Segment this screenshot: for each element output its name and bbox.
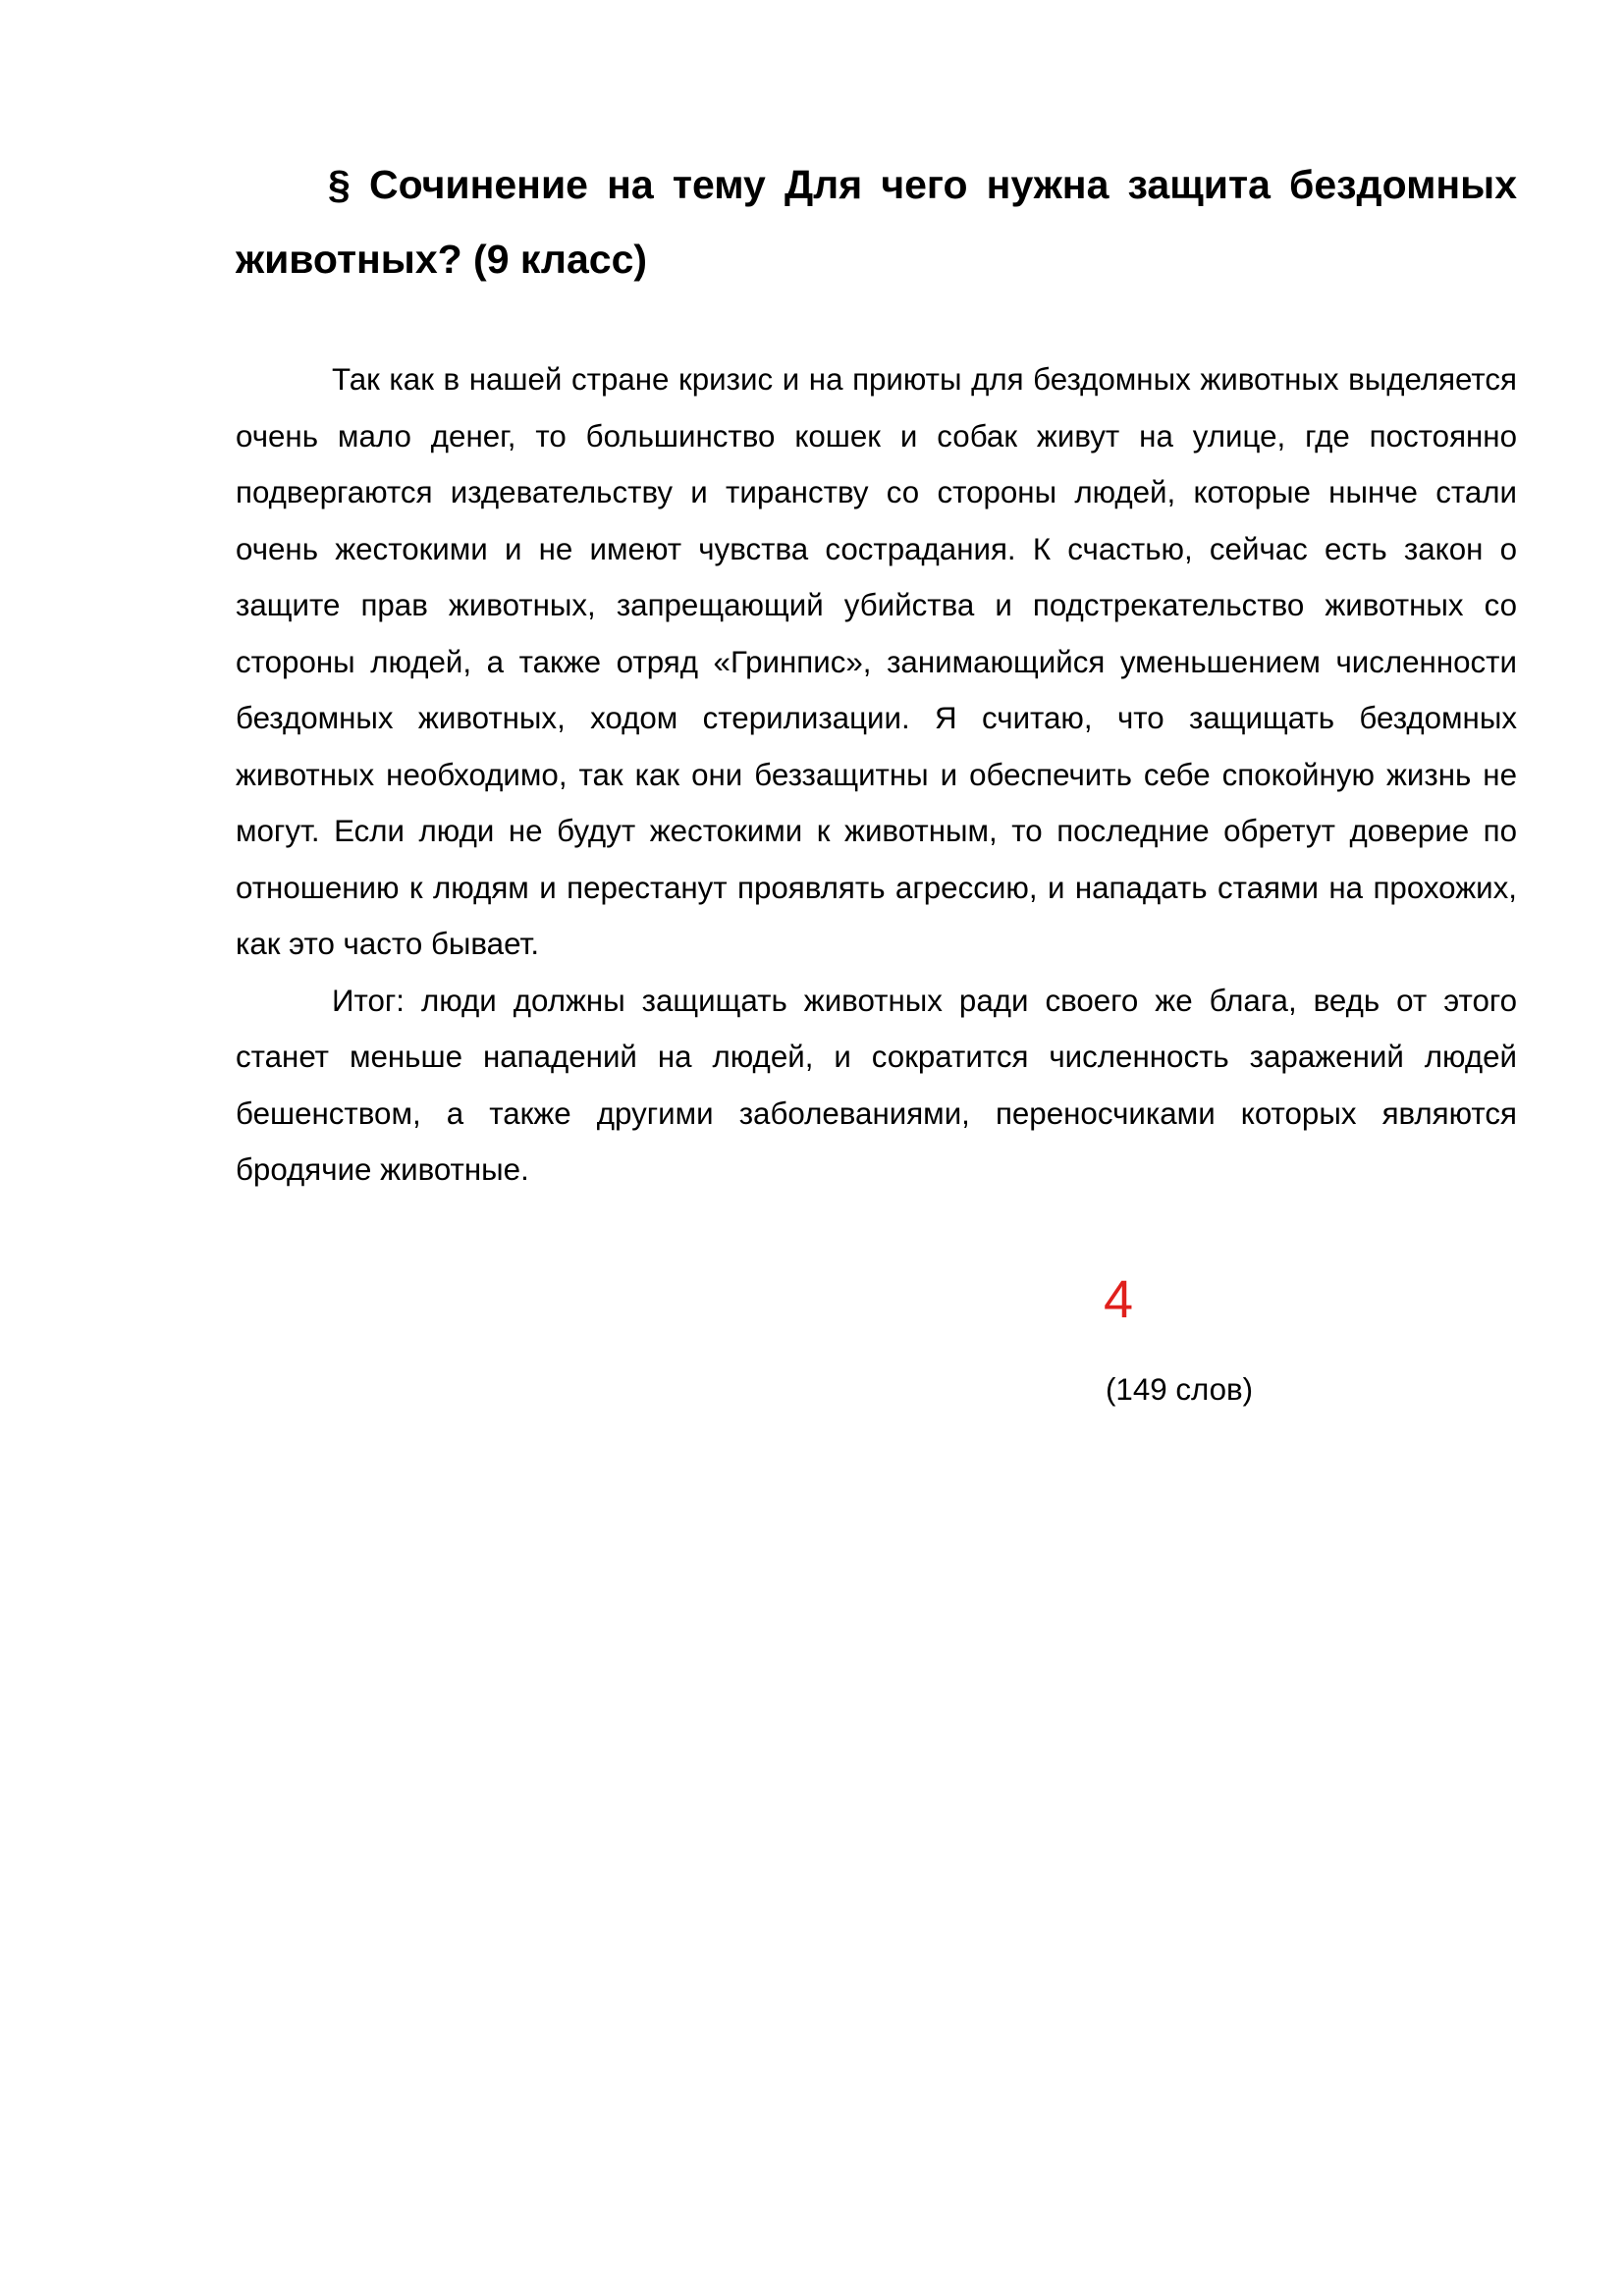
document-content (236, 147, 1517, 1199)
word-count: (149 слов) (1106, 1372, 1254, 1407)
grade-mark: 4 (1104, 1270, 1134, 1329)
essay-paragraph-2: Итог: люди должны защищать животных ради своего же блага, ведь от этого станет меньше нападений на людей, и сократится численность заражений людей бешенством, а также другими заболеваниями, переносчиками которых являются бродячие животные. (236, 983, 1517, 1187)
essay-body (236, 351, 1517, 1199)
essay-paragraph-1: Так как в нашей стране кризис и на приюты для бездомных животных выделяется очень мало денег, то большинство кошек и собак живут на улице, где постоянно подвергаются издевательству и тиранству со стороны людей, которые нынче стали очень жестокими и не имеют чувства сострадания. К счастью, сейчас есть закон о защите прав животных, запрещающий убийства и подстрекательство животных со стороны людей, а также отряд «Гринпис», занимающийся уменьшением численности бездомных животных, ходом стерилизации. Я считаю, что защищать бездомных животных необходимо, так как они беззащитны и обеспечить себе спокойную жизнь не могут. Если люди не будут жестокими к животным, то последние обретут доверие по отношению к людям и перестанут проявлять агрессию, и нападать стаями на прохожих, как это часто бывает. (236, 362, 1517, 961)
essay-title: § Сочинение на тему Для чего нужна защита бездомных животных? (9 класс) (236, 162, 1517, 282)
